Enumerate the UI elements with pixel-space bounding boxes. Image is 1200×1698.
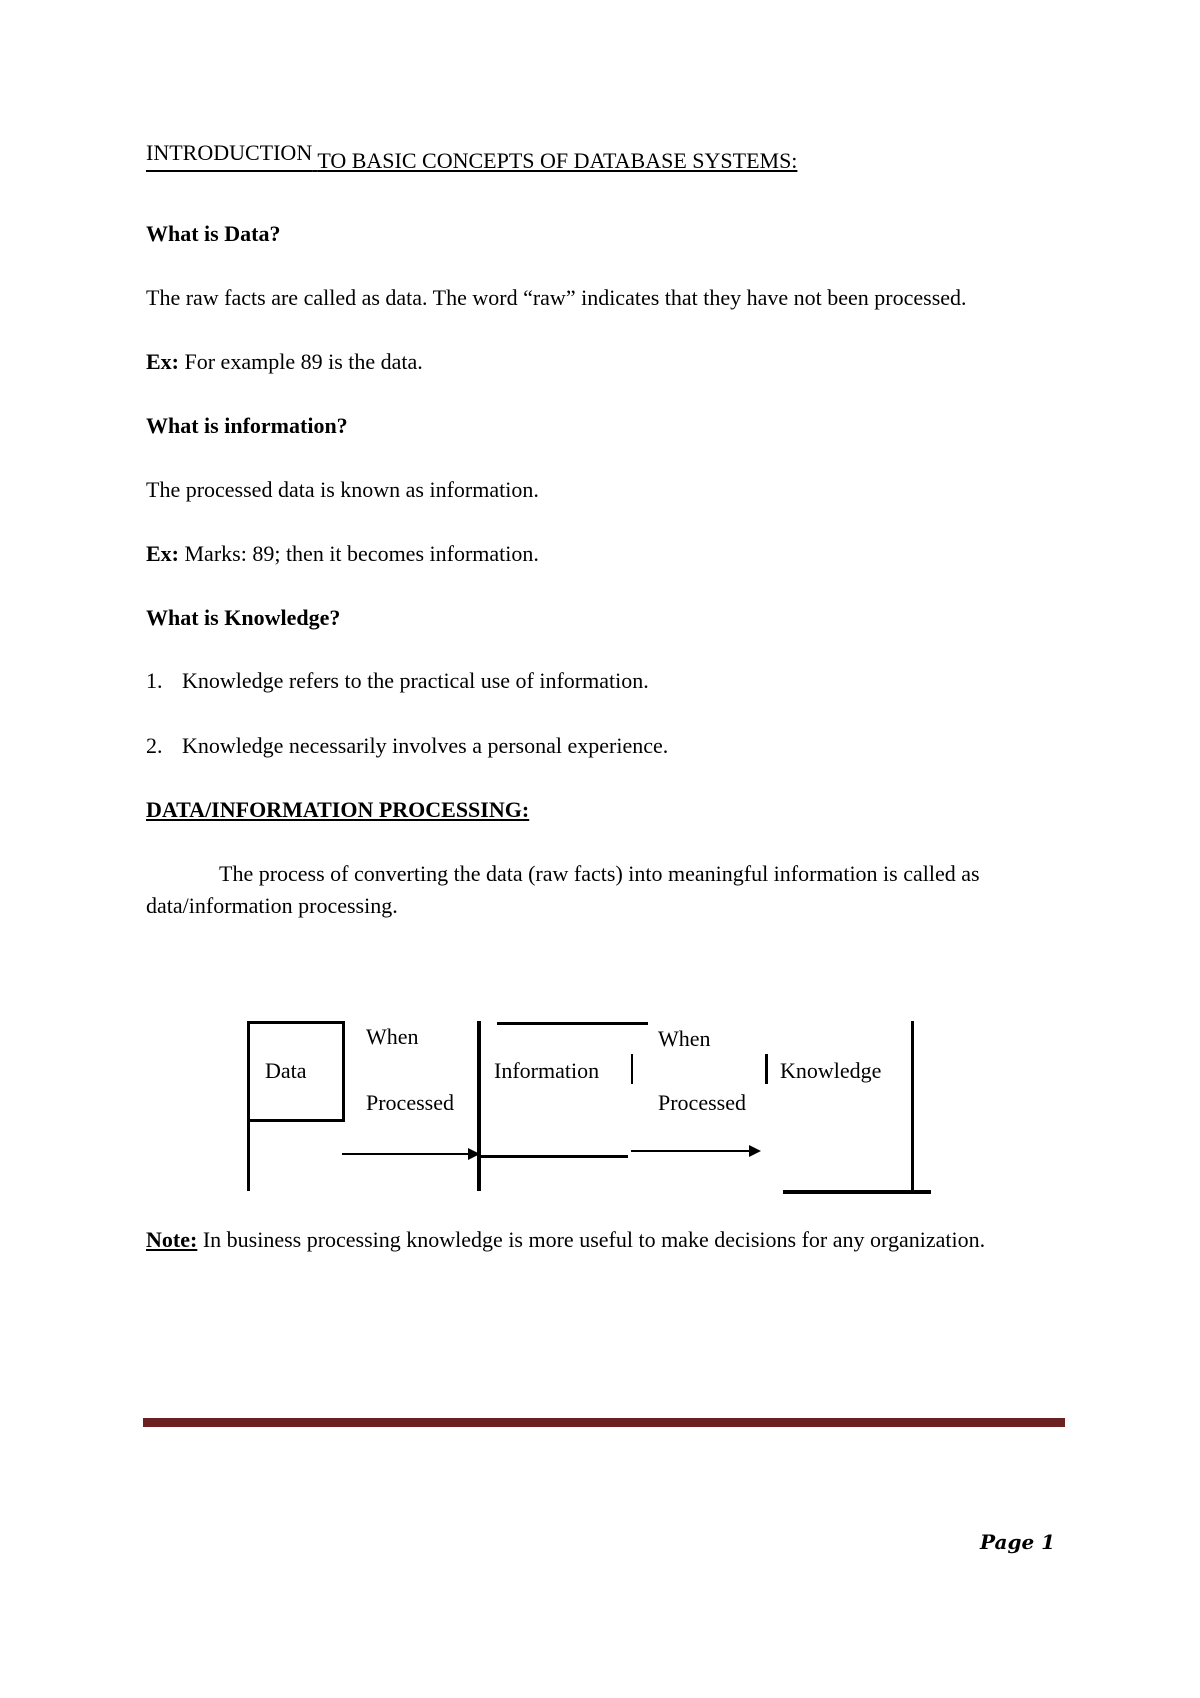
processing-paragraph: The process of converting the data (raw facts) into meaningful information is called as data/information processing. (146, 861, 980, 918)
info-box-bottom (480, 1155, 628, 1158)
when-label-2: When (658, 1026, 711, 1051)
info-box-left (477, 1021, 481, 1191)
data-heading: What is Data? (146, 221, 281, 246)
processing-heading: DATA/INFORMATION PROCESSING: (146, 797, 530, 822)
arrow-1-line (342, 1153, 472, 1155)
data-example (146, 348, 423, 376)
title-part-1: INTRODUCTION (146, 140, 313, 165)
note-label: Note: (146, 1227, 198, 1252)
data-box-top (247, 1021, 345, 1024)
info-heading: What is information? (146, 413, 348, 438)
knowledge-heading: What is Knowledge? (146, 605, 341, 630)
footer-rule (143, 1418, 1065, 1427)
processed-label-1: Processed (366, 1090, 454, 1115)
arrow-2-head (749, 1145, 761, 1157)
note-text: In business processing knowledge is more useful to make decisions for any organization. (197, 1227, 986, 1252)
data-label: Data (265, 1058, 307, 1083)
info-definition: The processed data is known as information. (146, 477, 539, 502)
list-number: 2. (146, 733, 163, 758)
note (146, 1226, 985, 1254)
list-text: Knowledge necessarily involves a personal experience. (182, 733, 669, 758)
knowledge-box-left-tick (765, 1054, 768, 1084)
list-item (146, 732, 668, 760)
list-number: 1. (146, 668, 163, 693)
knowledge-label: Knowledge (780, 1058, 882, 1083)
data-box-left (247, 1021, 250, 1191)
info-example (146, 540, 539, 568)
data-box-right (342, 1021, 345, 1122)
data-example-label: Ex: (146, 349, 179, 374)
knowledge-box-right (911, 1021, 914, 1193)
processed-label-2: Processed (658, 1090, 746, 1115)
page-title (146, 140, 798, 174)
when-label-1: When (366, 1024, 419, 1049)
knowledge-box-bottom (783, 1190, 931, 1194)
title-part-2: TO BASIC CONCEPTS OF DATABASE SYSTEMS: (317, 148, 798, 173)
info-box-top (497, 1022, 648, 1025)
data-definition: The raw facts are called as data. The word “raw” indicates that they have not been processed. (146, 285, 967, 310)
data-box-bottom (247, 1119, 345, 1122)
info-example-label: Ex: (146, 541, 179, 566)
page-number: Page 1 (980, 1530, 1056, 1554)
data-example-text: For example 89 is the data. (179, 349, 423, 374)
info-example-text: Marks: 89; then it becomes information. (179, 541, 539, 566)
info-box-right-tick (631, 1054, 633, 1084)
arrow-2-line (631, 1150, 751, 1152)
list-item (146, 667, 649, 695)
list-text: Knowledge refers to the practical use of information. (182, 668, 649, 693)
information-label: Information (494, 1058, 600, 1083)
